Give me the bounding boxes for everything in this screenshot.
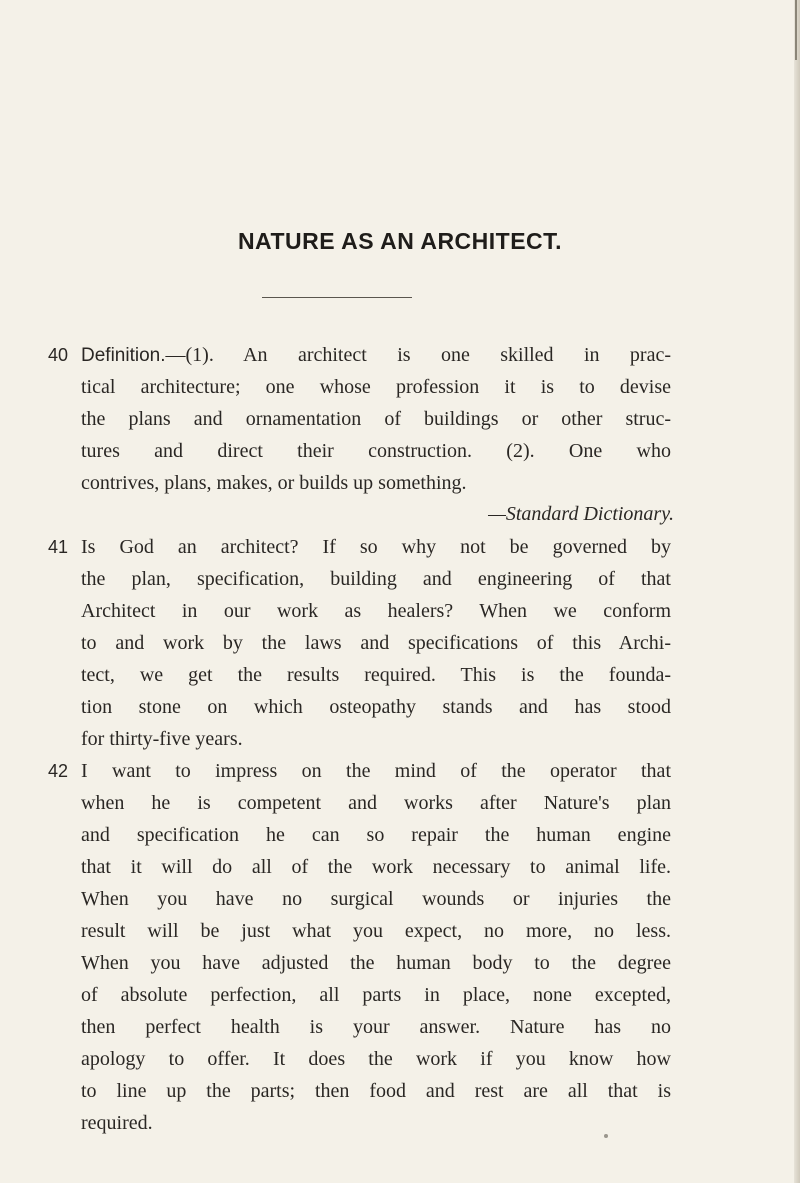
binding-mark bbox=[795, 0, 797, 60]
paragraph-line: I want to impress on the mind of the operator that bbox=[81, 760, 671, 782]
paragraph-line: of absolute perfection, all parts in place, none excepted, bbox=[81, 984, 671, 1006]
chapter-title: NATURE AS AN ARCHITECT. bbox=[237, 228, 563, 254]
paragraph-line: and specification he can so repair the human engine bbox=[81, 824, 671, 846]
paragraph-line: to line up the parts; then food and rest are all that is bbox=[81, 1080, 671, 1102]
paragraph-line: Architect in our work as healers? When we conform bbox=[81, 600, 671, 622]
paragraph-number: 41 bbox=[48, 537, 69, 557]
paragraph-line: then perfect health is your answer. Nature has no bbox=[81, 1016, 671, 1038]
paragraph-line: tical architecture; one whose profession it is to devise bbox=[81, 376, 671, 398]
paragraph-line: when he is competent and works after Nature's plan bbox=[81, 792, 671, 814]
paragraph-line: that it will do all of the work necessary to animal life. bbox=[81, 856, 671, 878]
paragraph-number: 40 bbox=[48, 345, 69, 365]
paragraph-line: When you have no surgical wounds or injuries the bbox=[81, 888, 671, 910]
paragraph-line: contrives, plans, makes, or builds up something. bbox=[81, 472, 467, 494]
citation: —Standard Dictionary. bbox=[488, 503, 674, 525]
paragraph-line: the plans and ornamentation of buildings or other struc- bbox=[81, 408, 671, 430]
paragraph-line: for thirty-five years. bbox=[81, 728, 243, 750]
paragraph-line: When you have adjusted the human body to the degree bbox=[81, 952, 671, 974]
paragraph-number: 42 bbox=[48, 761, 69, 781]
paragraph-line: apology to offer. It does the work if you know how bbox=[81, 1048, 671, 1070]
paragraph-line: result will be just what you expect, no more, no less. bbox=[81, 920, 671, 942]
paragraph-line: required. bbox=[81, 1112, 153, 1134]
paragraph-line: to and work by the laws and specifications of this Archi- bbox=[81, 632, 671, 654]
paragraph-line bbox=[81, 341, 671, 370]
line-text: —(1). An architect is one skilled in prac- bbox=[165, 344, 671, 366]
page-edge bbox=[794, 0, 800, 1183]
paragraph-line: tect, we get the results required. This is the founda- bbox=[81, 664, 671, 686]
paragraph-line: tures and direct their construction. (2). One who bbox=[81, 440, 671, 462]
paper-speck bbox=[604, 1134, 608, 1138]
paragraph-line: the plan, specification, building and engineering of that bbox=[81, 568, 671, 590]
paragraph-line: Is God an architect? If so why not be governed by bbox=[81, 536, 671, 558]
paragraph-line: tion stone on which osteopathy stands and has stood bbox=[81, 696, 671, 718]
definition-lead: Definition. bbox=[81, 345, 166, 366]
title-rule bbox=[262, 297, 412, 298]
